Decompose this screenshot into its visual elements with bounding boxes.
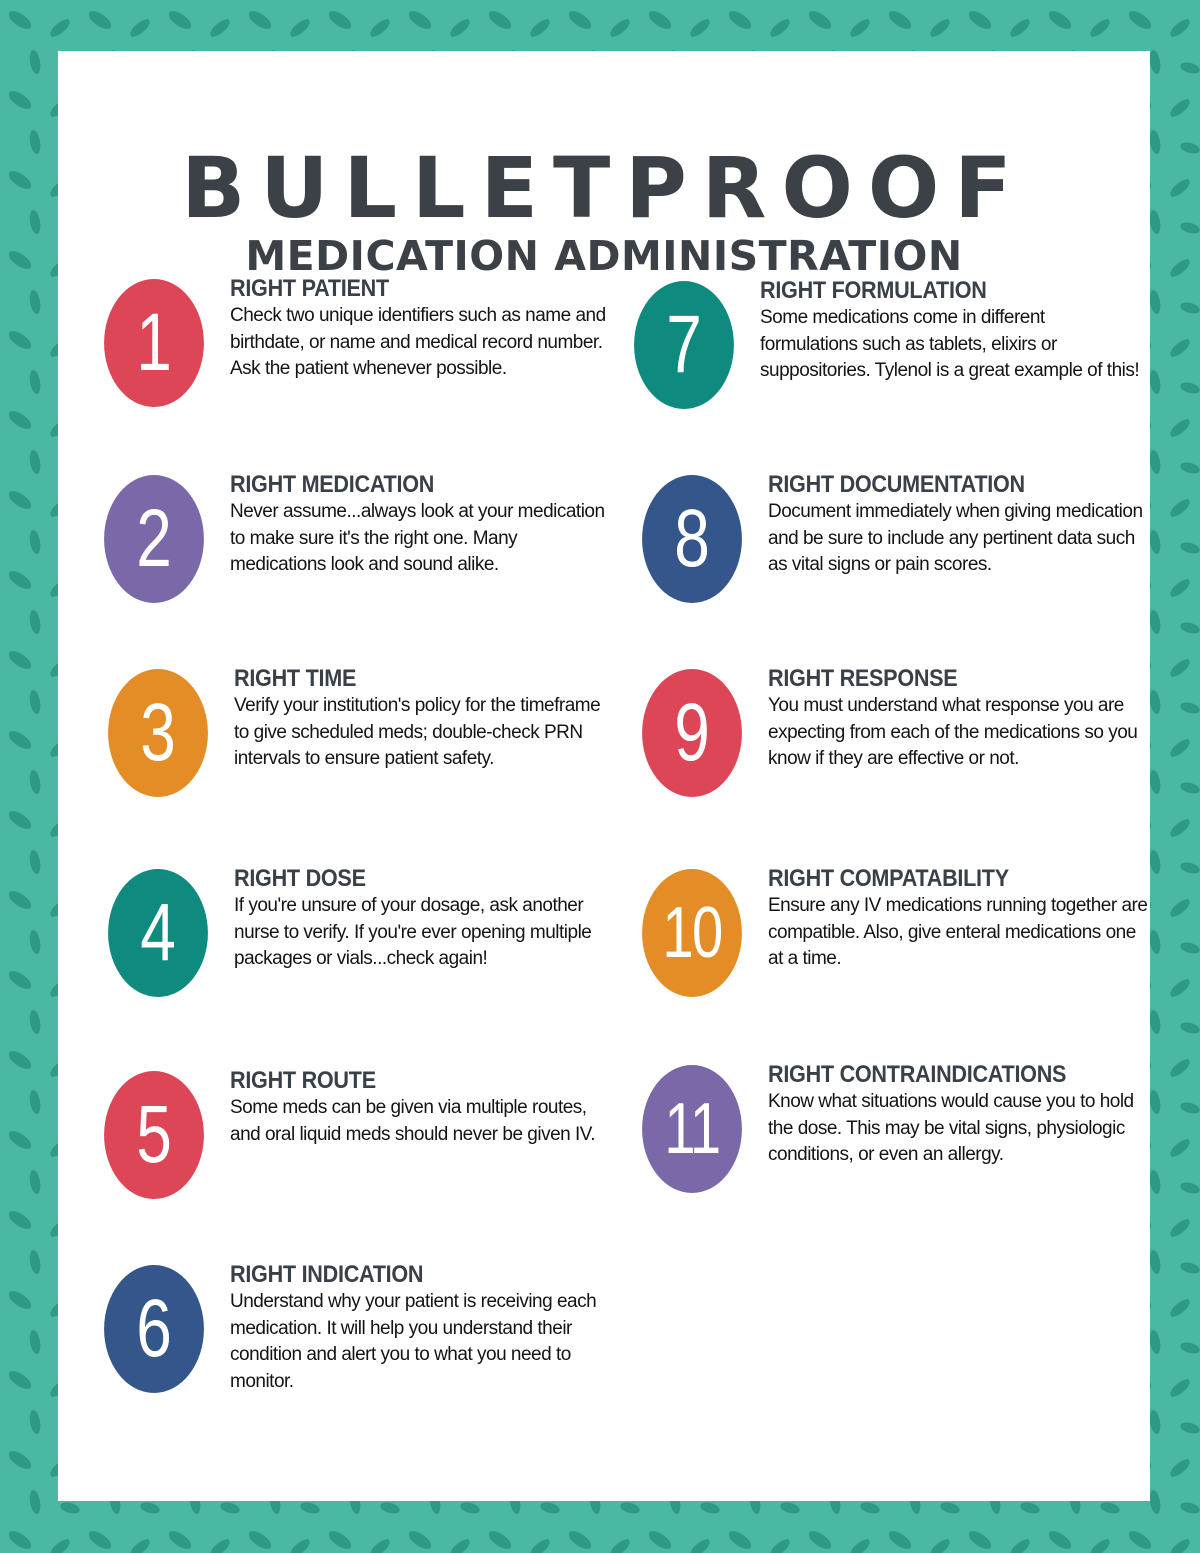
item-description: Check two unique identifiers such as name and birthdate, or name and medical record number. Ask the patient whenever possible. — [230, 305, 606, 379]
item-description: Verify your institution's policy for the timeframe to give scheduled meds; double-check PRN intervals to ensure patient safety. — [234, 695, 601, 769]
item-heading: RIGHT MEDICATION — [230, 471, 435, 498]
item-heading: RIGHT INDICATION — [230, 1261, 424, 1288]
item-heading: RIGHT ROUTE — [230, 1067, 376, 1094]
content-card — [58, 51, 1150, 1501]
right-item-5 — [90, 1067, 595, 1241]
item-heading: RIGHT RESPONSE — [768, 665, 958, 692]
number-badge: 5 — [104, 1071, 204, 1199]
page-subtitle: MEDICATION ADMINISTRATION — [245, 232, 963, 280]
item-description: Some meds can be given via multiple routes, and oral liquid meds should never be given IV. — [230, 1097, 595, 1145]
right-item-9 — [628, 665, 1138, 839]
item-description: Document immediately when giving medication and be sure to include any pertinent data such as vital signs or pain scores. — [768, 501, 1143, 575]
item-heading: RIGHT DOCUMENTATION — [768, 471, 1025, 498]
item-heading: RIGHT DOSE — [234, 865, 366, 892]
number-badge: 6 — [104, 1265, 204, 1393]
number-badge: 1 — [104, 279, 204, 407]
number-badge: 7 — [634, 281, 734, 409]
right-item-6 — [90, 1261, 597, 1435]
number-badge: 9 — [642, 669, 742, 797]
item-description: Know what situations would cause you to hold the dose. This may be vital signs, physiologic conditions, or even an allergy. — [768, 1091, 1134, 1165]
page-title: BULLETPROOF — [181, 139, 1027, 237]
right-item-4 — [94, 865, 594, 1039]
right-item-2 — [90, 471, 605, 645]
number-badge: 4 — [108, 869, 208, 997]
item-description: Understand why your patient is receiving each medication. It will help you understand their condition and alert you to what you need to monitor. — [230, 1291, 597, 1392]
number-badge: 8 — [642, 475, 742, 603]
item-heading: RIGHT PATIENT — [230, 275, 389, 302]
item-description: Ensure any IV medications running together are compatible. Also, give enteral medications one at a time. — [768, 895, 1148, 969]
number-badge: 10 — [642, 869, 742, 997]
item-heading: RIGHT CONTRAINDICATIONS — [768, 1061, 1067, 1088]
item-heading: RIGHT FORMULATION — [760, 277, 987, 304]
number-badge: 3 — [108, 669, 208, 797]
right-item-7 — [620, 277, 1140, 451]
right-item-11 — [628, 1061, 1134, 1235]
right-item-8 — [628, 471, 1143, 645]
item-description: If you're unsure of your dosage, ask another nurse to verify. If you're ever opening multiple packages or vials...check again! — [234, 895, 592, 969]
item-heading: RIGHT COMPATABILITY — [768, 865, 1009, 892]
number-badge: 2 — [104, 475, 204, 603]
right-item-10 — [628, 865, 1148, 1039]
number-badge: 11 — [642, 1065, 742, 1193]
right-item-1 — [90, 275, 606, 449]
right-item-3 — [94, 665, 601, 839]
item-description: Never assume...always look at your medication to make sure it's the right one. Many medications look and sound alike. — [230, 501, 605, 575]
item-heading: RIGHT TIME — [234, 665, 357, 692]
item-description: You must understand what response you are expecting from each of the medications so you know if they are effective or not. — [768, 695, 1138, 769]
item-description: Some medications come in different formulations such as tablets, elixirs or suppositories. Tylenol is a great example of this! — [760, 307, 1140, 381]
